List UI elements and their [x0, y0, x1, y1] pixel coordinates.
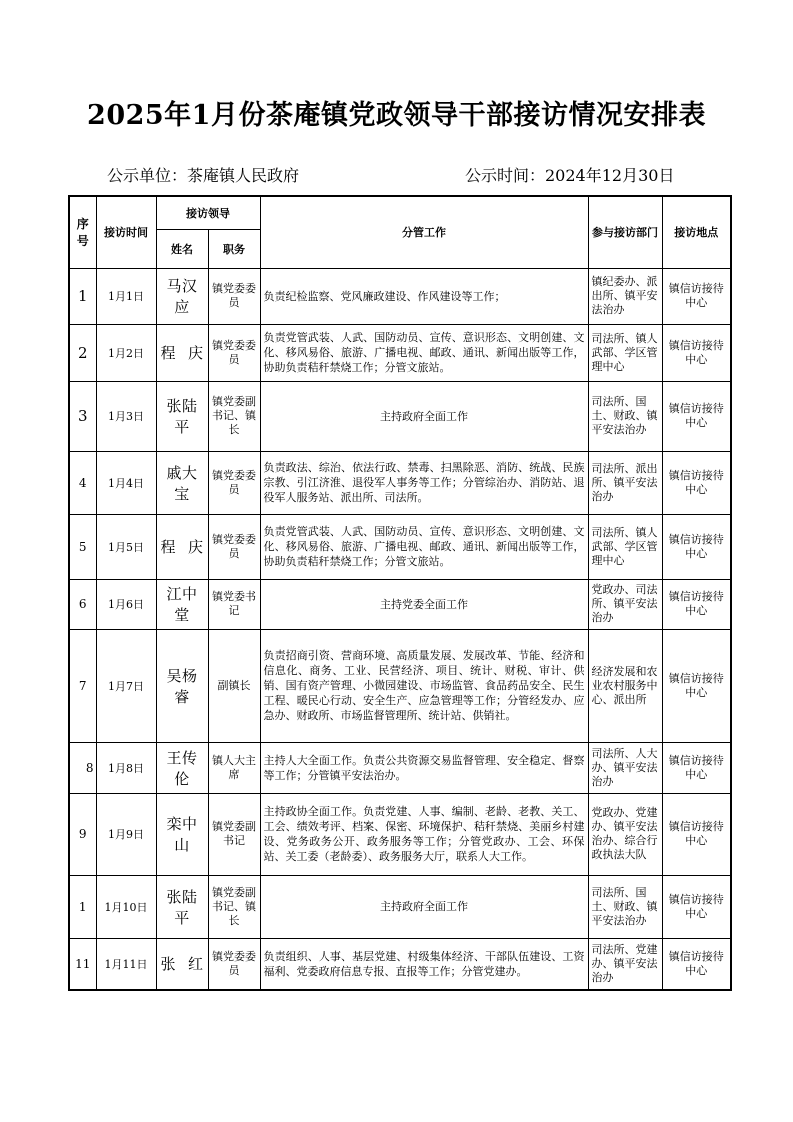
cell-seq: 9 — [69, 793, 96, 875]
cell-post: 镇党委委员 — [208, 268, 260, 324]
cell-post: 镇党委委员 — [208, 324, 260, 381]
cell-dept: 司法所、人大办、镇平安法治办 — [588, 742, 662, 793]
header-date: 接访时间 — [96, 196, 156, 268]
cell-dept: 司法所、镇人武部、学区管理中心 — [588, 514, 662, 579]
cell-post: 副镇长 — [208, 629, 260, 742]
header-duty: 分管工作 — [260, 196, 588, 268]
cell-duty: 负责党管武装、人武、国防动员、宣传、意识形态、文明创建、文化、移风易俗、旅游、广播电视、邮政、通讯、新闻出版等工作，协助负责秸秆禁烧工作；分管文旅站。 — [260, 514, 588, 579]
cell-seq: 6 — [69, 579, 96, 629]
cell-dept: 司法所、派出所、镇平安法治办 — [588, 451, 662, 514]
cell-date: 1月3日 — [96, 381, 156, 451]
cell-seq: 3 — [69, 381, 96, 451]
table-row — [69, 875, 731, 938]
publisher-line: 公示单位：茶庵镇人民政府 — [107, 166, 300, 185]
cell-place: 镇信访接待中心 — [662, 742, 731, 793]
table-row — [69, 268, 731, 324]
cell-duty: 负责党管武装、人武、国防动员、宣传、意识形态、文明创建、文化、移风易俗、旅游、广播电视、邮政、通讯、新闻出版等工作，协助负责秸秆禁烧工作；分管文旅站。 — [260, 324, 588, 381]
table-row — [69, 324, 731, 381]
cell-seq: 5 — [69, 514, 96, 579]
cell-place: 镇信访接待中心 — [662, 451, 731, 514]
cell-dept: 党政办、党建办、镇平安法治办、综合行政执法大队 — [588, 793, 662, 875]
cell-name: 张陆平 — [156, 381, 208, 451]
cell-name: 张陆平 — [156, 875, 208, 938]
cell-date: 1月5日 — [96, 514, 156, 579]
cell-place: 镇信访接待中心 — [662, 629, 731, 742]
cell-seq: 2 — [69, 324, 96, 381]
page-title: 2025年1月份茶庵镇党政领导干部接访情况安排表 — [87, 100, 706, 131]
cell-dept: 司法所、镇人武部、学区管理中心 — [588, 324, 662, 381]
header-leader: 接访领导 — [156, 196, 260, 229]
cell-name: 江中堂 — [156, 579, 208, 629]
cell-post: 镇党委副书记、镇长 — [208, 875, 260, 938]
cell-name: 王传伦 — [156, 742, 208, 793]
cell-dept: 司法所、国土、财政、镇平安法治办 — [588, 381, 662, 451]
cell-place: 镇信访接待中心 — [662, 579, 731, 629]
cell-date: 1月11日 — [96, 938, 156, 990]
cell-duty: 负责纪检监察、党风廉政建设、作风建设等工作； — [260, 268, 588, 324]
table-row — [69, 793, 731, 875]
table-row — [69, 579, 731, 629]
cell-date: 1月9日 — [96, 793, 156, 875]
cell-post: 镇党委书记 — [208, 579, 260, 629]
cell-duty: 负责招商引资、营商环境、高质量发展、发展改革、节能、经济和信息化、商务、工业、民营经济、项目、统计、财税、审计、供销、国有资产管理、小微园建设、市场监管、食品药品安全、民生工程、暖民心行动、安全生产、应急管理等工作；分管经发办、应急办、财政所、市场监督管理所、统计站、供销社。 — [260, 629, 588, 742]
cell-place: 镇信访接待中心 — [662, 514, 731, 579]
cell-name: 程庆 — [156, 324, 208, 381]
cell-post: 镇党委委员 — [208, 938, 260, 990]
header-dept: 参与接访部门 — [588, 196, 662, 268]
cell-name: 栾中山 — [156, 793, 208, 875]
cell-dept: 司法所、党建办、镇平安法治办 — [588, 938, 662, 990]
header-name: 姓名 — [156, 229, 208, 268]
cell-date: 1月6日 — [96, 579, 156, 629]
table-row — [69, 514, 731, 579]
header-seq: 序号 — [69, 196, 96, 268]
table-row — [69, 629, 731, 742]
cell-date: 1月7日 — [96, 629, 156, 742]
cell-post: 镇党委副书记 — [208, 793, 260, 875]
cell-duty: 负责组织、人事、基层党建、村级集体经济、干部队伍建设、工资福利、党委政府信息专报、直报等工作；分管党建办。 — [260, 938, 588, 990]
cell-duty: 主持政府全面工作 — [260, 875, 588, 938]
cell-seq: 4 — [69, 451, 96, 514]
cell-dept: 司法所、国土、财政、镇平安法治办 — [588, 875, 662, 938]
header-post: 职务 — [208, 229, 260, 268]
cell-seq: 8 — [69, 742, 96, 793]
cell-dept: 经济发展和农业农村服务中心、派出所 — [588, 629, 662, 742]
cell-date: 1月8日 — [96, 742, 156, 793]
cell-seq: 7 — [69, 629, 96, 742]
cell-date: 1月1日 — [96, 268, 156, 324]
cell-name: 吴杨睿 — [156, 629, 208, 742]
cell-post: 镇党委副书记、镇长 — [208, 381, 260, 451]
cell-dept: 党政办、司法所、镇平安法治办 — [588, 579, 662, 629]
cell-name: 戚大宝 — [156, 451, 208, 514]
cell-seq: 1 — [69, 875, 96, 938]
cell-seq: 1 — [69, 268, 96, 324]
cell-name: 张红 — [156, 938, 208, 990]
cell-duty: 主持党委全面工作 — [260, 579, 588, 629]
cell-date: 1月2日 — [96, 324, 156, 381]
cell-date: 1月4日 — [96, 451, 156, 514]
table-row — [69, 381, 731, 451]
cell-duty: 负责政法、综治、依法行政、禁毒、扫黑除恶、消防、统战、民族宗教、引江济淮、退役军人事务等工作；分管综治办、消防站、退役军人服务站、派出所、司法所。 — [260, 451, 588, 514]
cell-duty: 主持政协全面工作。负责党建、人事、编制、老龄、老教、关工、工会、绩效考评、档案、保密、环境保护、秸秆禁烧、美丽乡村建设、党务政务公开、政务服务等工作；分管党政办、工会、环保站、关工委（老龄委）、政务服务大厅，联系人大工作。 — [260, 793, 588, 875]
table-row — [69, 938, 731, 990]
cell-dept: 镇纪委办、派出所、镇平安法治办 — [588, 268, 662, 324]
cell-place: 镇信访接待中心 — [662, 381, 731, 451]
cell-post: 镇人大主席 — [208, 742, 260, 793]
table-row — [69, 742, 731, 793]
cell-place: 镇信访接待中心 — [662, 324, 731, 381]
header-place: 接访地点 — [662, 196, 731, 268]
cell-place: 镇信访接待中心 — [662, 268, 731, 324]
cell-name: 程庆 — [156, 514, 208, 579]
cell-duty: 主持政府全面工作 — [260, 381, 588, 451]
cell-name: 马汉应 — [156, 268, 208, 324]
schedule-table — [68, 195, 732, 991]
cell-place: 镇信访接待中心 — [662, 938, 731, 990]
table-row — [69, 451, 731, 514]
cell-seq: 11 — [69, 938, 96, 990]
cell-place: 镇信访接待中心 — [662, 793, 731, 875]
cell-post: 镇党委委员 — [208, 451, 260, 514]
cell-place: 镇信访接待中心 — [662, 875, 731, 938]
cell-date: 1月10日 — [96, 875, 156, 938]
cell-post: 镇党委委员 — [208, 514, 260, 579]
cell-duty: 主持人大全面工作。负责公共资源交易监督管理、安全稳定、督察等工作；分管镇平安法治办。 — [260, 742, 588, 793]
publish-time-line: 公示时间：2024年12月30日 — [465, 166, 675, 185]
